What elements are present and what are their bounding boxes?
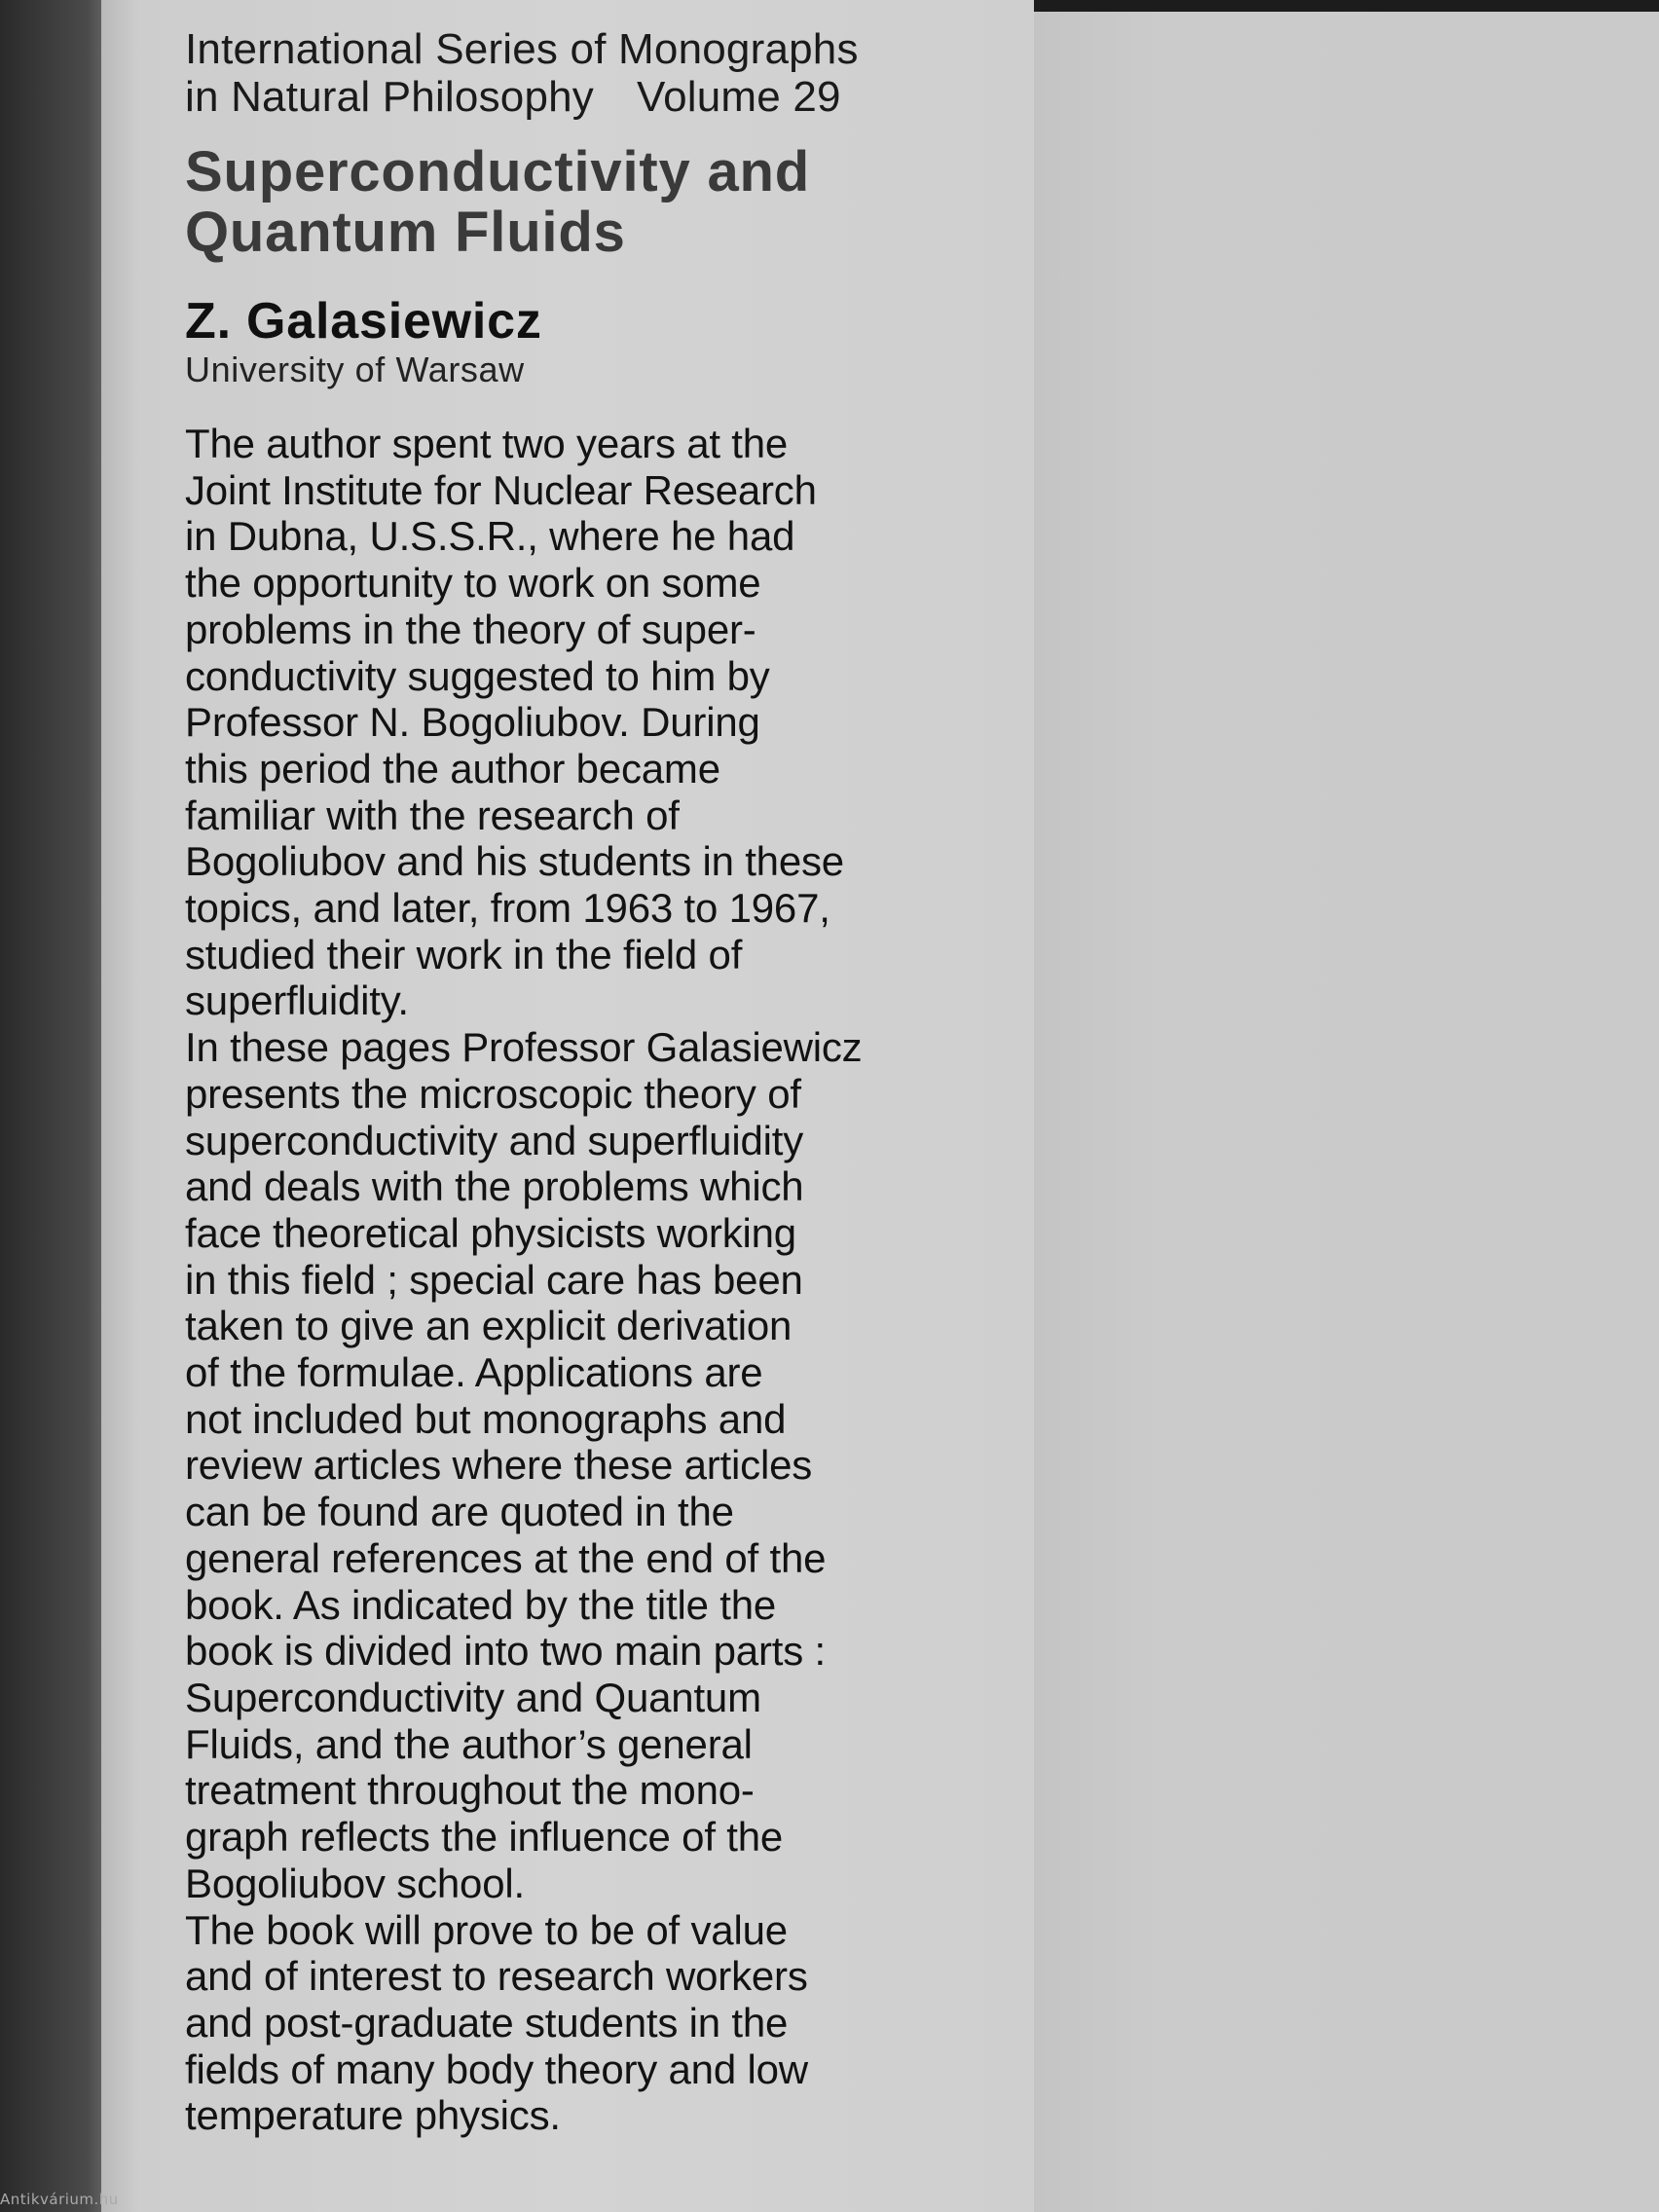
- description-line: taken to give an explicit derivation: [185, 1303, 793, 1349]
- top-edge-shadow: [1034, 0, 1659, 12]
- description-line: presents the microscopic theory of: [185, 1070, 801, 1117]
- description-line: in this field ; special care has been: [185, 1256, 803, 1303]
- description-line: not included but monographs and: [185, 1395, 787, 1442]
- description-line: superconductivity and superfluidity: [185, 1117, 804, 1163]
- description-line: graph reflects the influence of the: [185, 1814, 784, 1861]
- description-line: Superconductivity and Quantum: [185, 1674, 761, 1720]
- description-line: The book will prove to be of value: [185, 1906, 788, 1953]
- description-line: problems in the theory of super-: [185, 606, 756, 652]
- description-line: review articles where these articles: [185, 1442, 813, 1489]
- volume-number: Volume 29: [637, 73, 841, 121]
- description-line: treatment throughout the mono-: [185, 1767, 755, 1814]
- description-line: and deals with the problems which: [185, 1163, 804, 1210]
- description-line: of the formulae. Applications are: [185, 1349, 763, 1396]
- book-title: [185, 142, 1013, 263]
- description-line: face theoretical physicists working: [185, 1209, 796, 1256]
- description-line: and post-graduate students in the: [185, 1999, 789, 2046]
- description-line: in Dubna, U.S.S.R., where he had: [185, 513, 795, 560]
- series-line-1: International Series of Monographs: [185, 25, 859, 73]
- description-line: familiar with the research of: [185, 792, 680, 838]
- description-line: topics, and later, from 1963 to 1967,: [185, 885, 830, 932]
- author-affiliation: University of Warsaw: [185, 350, 525, 389]
- description-line: The author spent two years at the: [185, 421, 789, 466]
- title-line-1: Superconductivity and: [185, 140, 810, 203]
- description-line: conductivity suggested to him by: [185, 652, 770, 699]
- description-line: Professor N. Bogoliubov. During: [185, 699, 760, 746]
- description-line: and of interest to research workers: [185, 1953, 808, 2000]
- description-line: book is divided into two main parts :: [185, 1628, 826, 1675]
- description-line: fields of many body theory and low: [185, 2046, 808, 2092]
- title-line-2: Quantum Fluids: [185, 201, 626, 264]
- description-line: Bogoliubov school.: [185, 1860, 525, 1906]
- endpaper: [1034, 0, 1659, 2212]
- description-line: can be found are quoted in the: [185, 1489, 734, 1535]
- description: [185, 421, 1013, 2139]
- description-line: general references at the end of the: [185, 1534, 827, 1581]
- description-line: the opportunity to work on some: [185, 560, 761, 607]
- series-line-2: in Natural Philosophy: [185, 73, 594, 121]
- watermark: Antikvárium.hu: [0, 2191, 119, 2208]
- flap-content: [185, 25, 1013, 2139]
- description-line: Joint Institute for Nuclear Research: [185, 466, 817, 513]
- description-line: Fluids, and the author’s general: [185, 1720, 753, 1767]
- book-spine: [0, 0, 109, 2212]
- author-name: Z. Galasiewicz: [185, 293, 542, 350]
- description-line: superfluidity.: [185, 977, 409, 1024]
- description-line: temperature physics.: [185, 2092, 561, 2139]
- description-line: studied their work in the field of: [185, 931, 743, 977]
- description-line: book. As indicated by the title the: [185, 1581, 777, 1628]
- description-line: this period the author became: [185, 745, 720, 792]
- description-line: In these pages Professor Galasiewicz: [185, 1024, 863, 1071]
- series-name: [185, 25, 1013, 121]
- description-line: Bogoliubov and his students in these: [185, 838, 844, 885]
